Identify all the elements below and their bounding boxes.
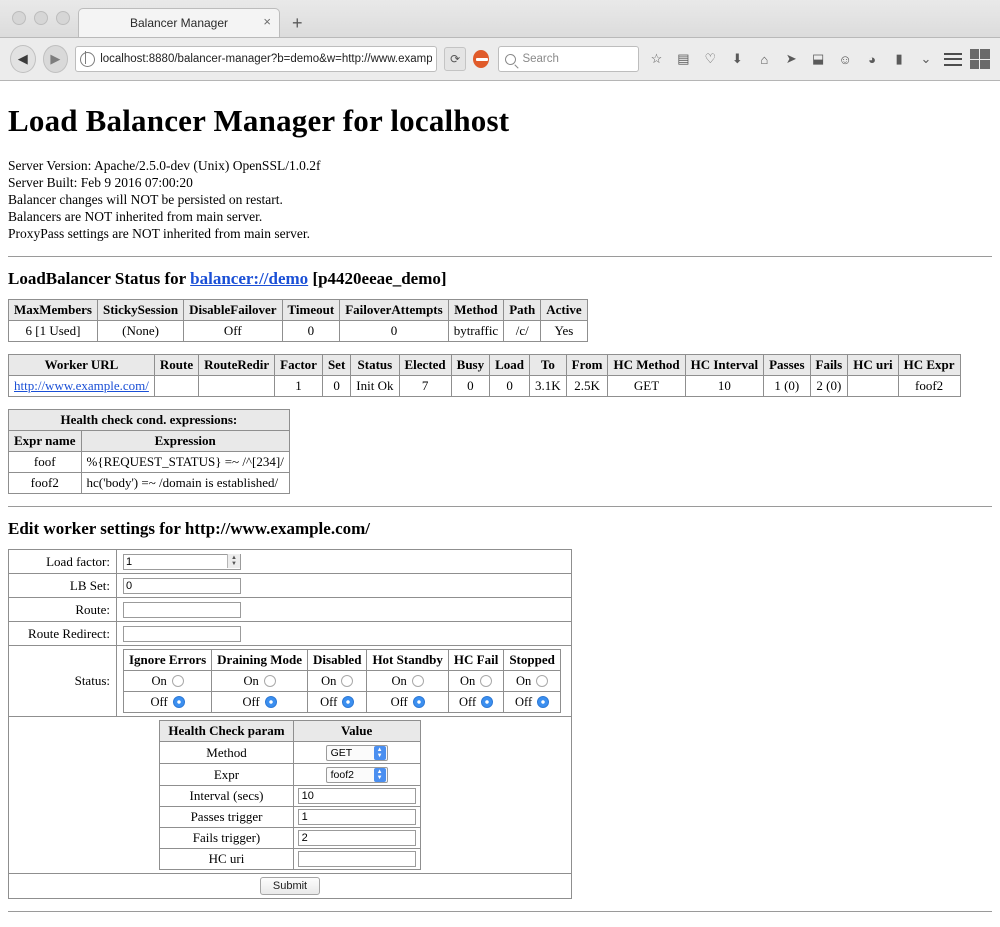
send-icon[interactable]: ➤	[785, 51, 797, 66]
col-active: Active	[541, 300, 587, 321]
cell-elected: 7	[399, 376, 451, 397]
lb-set-input[interactable]	[123, 578, 241, 594]
col-route: Route	[154, 355, 198, 376]
address-bar[interactable]	[75, 46, 437, 72]
col-timeout: Timeout	[282, 300, 340, 321]
hc-method-value-cell	[293, 742, 420, 764]
cell-disablefailover: Off	[184, 321, 282, 342]
cell-failoverattempts: 0	[340, 321, 448, 342]
status-cell	[117, 646, 572, 717]
hc-row-uri	[160, 849, 420, 870]
status-on-row	[124, 671, 561, 692]
col-to: To	[530, 355, 567, 376]
hc-uri-label: HC uri	[160, 849, 293, 870]
table-row	[9, 376, 961, 397]
on-label: On	[243, 674, 259, 689]
home-icon[interactable]: ⌂	[760, 51, 769, 67]
hc-interval-value-cell	[293, 786, 420, 807]
ignore-errors-on-cell[interactable]	[124, 671, 212, 692]
form-row-status	[9, 646, 572, 717]
on-label: On	[151, 674, 167, 689]
off-label: Off	[320, 695, 338, 710]
hc-expr-value-cell	[293, 764, 420, 786]
palette-icon[interactable]: ◕	[868, 51, 877, 67]
table-header-row	[9, 355, 961, 376]
chevron-updown-icon[interactable]: ▲ ▼	[374, 746, 386, 760]
stopped-off-cell[interactable]	[504, 692, 561, 713]
hc-method-select-value: GET	[330, 747, 353, 760]
hc-fail-on-radio[interactable]	[480, 675, 492, 687]
route-input[interactable]	[123, 602, 241, 618]
inherit-note: Balancers are NOT inherited from main server.	[8, 209, 263, 224]
cell-hc-uri	[848, 376, 898, 397]
col-hc-uri: HC uri	[848, 355, 898, 376]
hc-passes-input[interactable]	[298, 809, 416, 825]
edit-worker-form	[8, 549, 572, 899]
balancer-heading-prefix: LoadBalancer Status for	[8, 269, 191, 288]
hc-row-method	[160, 742, 420, 764]
hc-fail-on-cell[interactable]	[448, 671, 503, 692]
col-expression: Expression	[81, 431, 289, 452]
maximize-window-button[interactable]	[56, 11, 70, 25]
search-bar[interactable]	[498, 46, 639, 72]
star-icon[interactable]: ☆	[650, 51, 663, 66]
form-row-route	[9, 598, 572, 622]
stopped-on-radio[interactable]	[536, 675, 548, 687]
col-set: Set	[322, 355, 350, 376]
lb-set-label: LB Set:	[9, 574, 117, 598]
hc-expr-label: Expr	[160, 764, 293, 786]
col-ignore-errors: Ignore Errors	[124, 650, 212, 671]
hc-fails-value-cell	[293, 828, 420, 849]
cell-passes: 1 (0)	[764, 376, 810, 397]
smiley-icon[interactable]: ☺	[838, 51, 852, 67]
route-label: Route:	[9, 598, 117, 622]
blocked-icon[interactable]	[473, 50, 489, 68]
col-load: Load	[490, 355, 530, 376]
divider-bottom	[8, 911, 992, 912]
worker-url-link[interactable]: http://www.example.com/	[14, 378, 149, 393]
draining-mode-on-cell[interactable]	[212, 671, 308, 692]
col-hc-method: HC Method	[608, 355, 685, 376]
healthcheck-cell	[9, 717, 572, 874]
col-maxmembers: MaxMembers	[9, 300, 98, 321]
hot-standby-off-cell[interactable]	[367, 692, 448, 713]
hc-expr-select[interactable]	[326, 767, 388, 783]
reload-icon[interactable]: ⟳	[444, 47, 466, 71]
search-placeholder: Search	[522, 53, 559, 65]
cell-expr-name: foof2	[9, 473, 82, 494]
col-hc-expr: HC Expr	[898, 355, 960, 376]
balancer-status-heading	[8, 269, 992, 289]
route-redirect-input[interactable]	[123, 626, 241, 642]
stopped-off-radio[interactable]	[537, 696, 549, 708]
tab-label: Balancer Manager	[129, 16, 229, 30]
col-factor: Factor	[275, 355, 323, 376]
disabled-on-cell[interactable]	[308, 671, 367, 692]
route-redirect-label: Route Redirect:	[9, 622, 117, 646]
window-titlebar	[0, 0, 1000, 38]
proxypass-note: ProxyPass settings are NOT inherited from main server.	[8, 226, 310, 241]
search-icon	[505, 54, 516, 65]
back-button-icon[interactable]: ◀	[10, 45, 36, 73]
col-elected: Elected	[399, 355, 451, 376]
tab-close-icon[interactable]: ×	[263, 14, 271, 29]
col-draining-mode: Draining Mode	[212, 650, 308, 671]
col-stickysession: StickySession	[97, 300, 183, 321]
col-path: Path	[504, 300, 541, 321]
grid-icon[interactable]	[970, 48, 990, 70]
col-busy: Busy	[451, 355, 489, 376]
cell-maxmembers: 6 [1 Used]	[9, 321, 98, 342]
col-fails: Fails	[810, 355, 848, 376]
status-off-row	[124, 692, 561, 713]
new-tab-icon[interactable]: +	[292, 13, 303, 33]
form-row-submit	[9, 874, 572, 899]
edit-worker-heading: Edit worker settings for http://www.example.com/	[8, 519, 371, 538]
on-label: On	[321, 674, 337, 689]
cell-expression: hc('body') =~ /domain is established/	[81, 473, 289, 494]
hc-passes-value-cell	[293, 807, 420, 828]
cell-worker-url	[9, 376, 155, 397]
col-hc-value: Value	[293, 721, 420, 742]
col-disabled: Disabled	[308, 650, 367, 671]
disabled-on-radio[interactable]	[341, 675, 353, 687]
ignore-errors-off-radio[interactable]	[173, 696, 185, 708]
col-routeredir: RouteRedir	[199, 355, 275, 376]
cell-busy: 0	[451, 376, 489, 397]
load-factor-stepper[interactable]	[123, 553, 241, 570]
hamburger-lines	[944, 53, 962, 66]
shield-icon[interactable]: ♡	[704, 51, 717, 66]
table-header-row	[9, 300, 588, 321]
hc-fail-off-cell[interactable]	[448, 692, 503, 713]
col-failoverattempts: FailoverAttempts	[340, 300, 448, 321]
table-header-row	[9, 431, 290, 452]
browser-chrome	[0, 0, 1000, 81]
address-bar-text: localhost:8880/balancer-manager?b=demo&w=http://www.examp	[100, 53, 433, 65]
page-content	[0, 103, 1000, 912]
off-label: Off	[242, 695, 260, 710]
hc-fail-off-radio[interactable]	[481, 696, 493, 708]
load-factor-input[interactable]	[123, 554, 241, 570]
col-passes: Passes	[764, 355, 810, 376]
form-row-route-redirect	[9, 622, 572, 646]
divider-top	[8, 256, 992, 257]
cell-expr-name: foof	[9, 452, 82, 473]
cell-expression: %{REQUEST_STATUS} =~ /^[234]/	[81, 452, 289, 473]
forward-button-icon[interactable]: ▶	[43, 45, 69, 73]
worker-table	[8, 354, 961, 397]
load-factor-label: Load factor:	[9, 550, 117, 574]
library-icon[interactable]: ▤	[677, 51, 690, 66]
hc-method-select[interactable]	[326, 745, 388, 761]
col-hc-param: Health Check param	[160, 721, 293, 742]
hc-uri-input[interactable]	[298, 851, 416, 867]
col-hot-standby: Hot Standby	[367, 650, 448, 671]
cell-stickysession: (None)	[97, 321, 183, 342]
balancer-link[interactable]: balancer://demo	[190, 269, 309, 288]
col-disablefailover: DisableFailover	[184, 300, 282, 321]
server-info	[8, 157, 992, 242]
persist-note: Balancer changes will NOT be persisted on restart.	[8, 192, 283, 207]
globe-icon	[80, 52, 95, 67]
route-cell	[117, 598, 572, 622]
off-label: Off	[150, 695, 168, 710]
minimize-window-button[interactable]	[34, 11, 48, 25]
hc-row-interval	[160, 786, 420, 807]
form-row-healthcheck	[9, 717, 572, 874]
cell-hc-method: GET	[608, 376, 685, 397]
on-label: On	[515, 674, 532, 689]
submit-button[interactable]: Submit	[260, 877, 320, 895]
hc-passes-label: Passes trigger	[160, 807, 293, 828]
cell-status: Init Ok	[351, 376, 399, 397]
col-stopped: Stopped	[504, 650, 561, 671]
ignore-errors-off-cell[interactable]	[124, 692, 212, 713]
cell-route	[154, 376, 198, 397]
col-expr-name: Expr name	[9, 431, 82, 452]
col-status: Status	[351, 355, 399, 376]
pocket-icon[interactable]: ⬓	[812, 51, 825, 66]
off-label: Off	[459, 695, 477, 710]
off-label: Off	[390, 695, 408, 710]
hc-row-expr	[160, 764, 420, 786]
balancer-summary-table	[8, 299, 588, 342]
chevron-updown-icon[interactable]: ▲ ▼	[374, 768, 386, 782]
download-icon[interactable]: ⬇	[731, 51, 743, 66]
cell-to: 3.1K	[530, 376, 567, 397]
hot-standby-off-radio[interactable]	[413, 696, 425, 708]
close-window-button[interactable]	[12, 11, 26, 25]
table-row	[9, 473, 290, 494]
cell-active: Yes	[541, 321, 587, 342]
col-hc-fail: HC Fail	[448, 650, 503, 671]
cell-routeredir	[199, 376, 275, 397]
hc-expr-select-value: foof2	[330, 769, 354, 782]
hot-standby-on-cell[interactable]	[367, 671, 448, 692]
col-method: Method	[448, 300, 504, 321]
off-label: Off	[515, 695, 533, 710]
on-label: On	[391, 674, 407, 689]
cell-set: 0	[322, 376, 350, 397]
cell-from: 2.5K	[566, 376, 608, 397]
col-from: From	[566, 355, 608, 376]
on-label: On	[459, 674, 476, 689]
cell-factor: 1	[275, 376, 323, 397]
col-worker-url: Worker URL	[9, 355, 155, 376]
hc-interval-input[interactable]	[298, 788, 416, 804]
load-factor-cell	[117, 550, 572, 574]
server-built: Server Built: Feb 9 2016 07:00:20	[8, 175, 193, 190]
grid-glyph	[970, 49, 990, 69]
balancer-heading-suffix: [p4420eeae_demo]	[308, 269, 447, 288]
cell-hc-expr: foof2	[898, 376, 960, 397]
form-row-lb-set	[9, 574, 572, 598]
route-redirect-cell	[117, 622, 572, 646]
lb-set-cell	[117, 574, 572, 598]
draining-mode-off-radio[interactable]	[265, 696, 277, 708]
menu-icon[interactable]	[943, 48, 963, 70]
window-controls[interactable]	[12, 11, 70, 25]
stepper-arrows-icon[interactable]: ▲ ▼	[227, 554, 240, 568]
cell-hc-interval: 10	[685, 376, 764, 397]
tab-strip	[78, 8, 303, 37]
submit-cell	[9, 874, 572, 899]
ignore-errors-on-radio[interactable]	[172, 675, 184, 687]
draining-mode-off-cell[interactable]	[212, 692, 308, 713]
hc-method-label: Method	[160, 742, 293, 764]
healthcheck-param-table	[159, 720, 420, 870]
hc-interval-label: Interval (secs)	[160, 786, 293, 807]
tab-balancer-manager[interactable]	[78, 8, 280, 37]
disabled-off-radio[interactable]	[342, 696, 354, 708]
cell-timeout: 0	[282, 321, 340, 342]
status-toggle-table	[123, 649, 561, 713]
hc-row-fails	[160, 828, 420, 849]
table-header-row	[160, 721, 420, 742]
hc-fails-label: Fails trigger)	[160, 828, 293, 849]
col-hc-interval: HC Interval	[685, 355, 764, 376]
cell-load: 0	[490, 376, 530, 397]
table-row	[9, 452, 290, 473]
table-row	[9, 321, 588, 342]
cell-method: bytraffic	[448, 321, 504, 342]
server-version: Server Version: Apache/2.5.0-dev (Unix) OpenSSL/1.0.2f	[8, 158, 321, 173]
page-title: Load Balancer Manager for localhost	[8, 103, 510, 138]
hot-standby-on-radio[interactable]	[412, 675, 424, 687]
form-row-load-factor	[9, 550, 572, 574]
draining-mode-on-radio[interactable]	[264, 675, 276, 687]
divider-middle	[8, 506, 992, 507]
status-label: Status:	[9, 646, 117, 717]
table-header-row	[9, 410, 290, 431]
stopped-on-cell[interactable]	[504, 671, 561, 692]
cell-fails: 2 (0)	[810, 376, 848, 397]
hc-fails-input[interactable]	[298, 830, 416, 846]
disabled-off-cell[interactable]	[308, 692, 367, 713]
table-header-row	[124, 650, 561, 671]
chevron-down-icon[interactable]: ⌄	[920, 51, 932, 66]
hc-expressions-caption: Health check cond. expressions:	[9, 410, 290, 431]
hc-row-passes	[160, 807, 420, 828]
navigation-toolbar	[0, 38, 1000, 80]
reader-icon[interactable]: ▮	[895, 51, 903, 66]
healthcheck-expressions-table	[8, 409, 290, 494]
cell-path: /c/	[504, 321, 541, 342]
hc-uri-value-cell	[293, 849, 420, 870]
